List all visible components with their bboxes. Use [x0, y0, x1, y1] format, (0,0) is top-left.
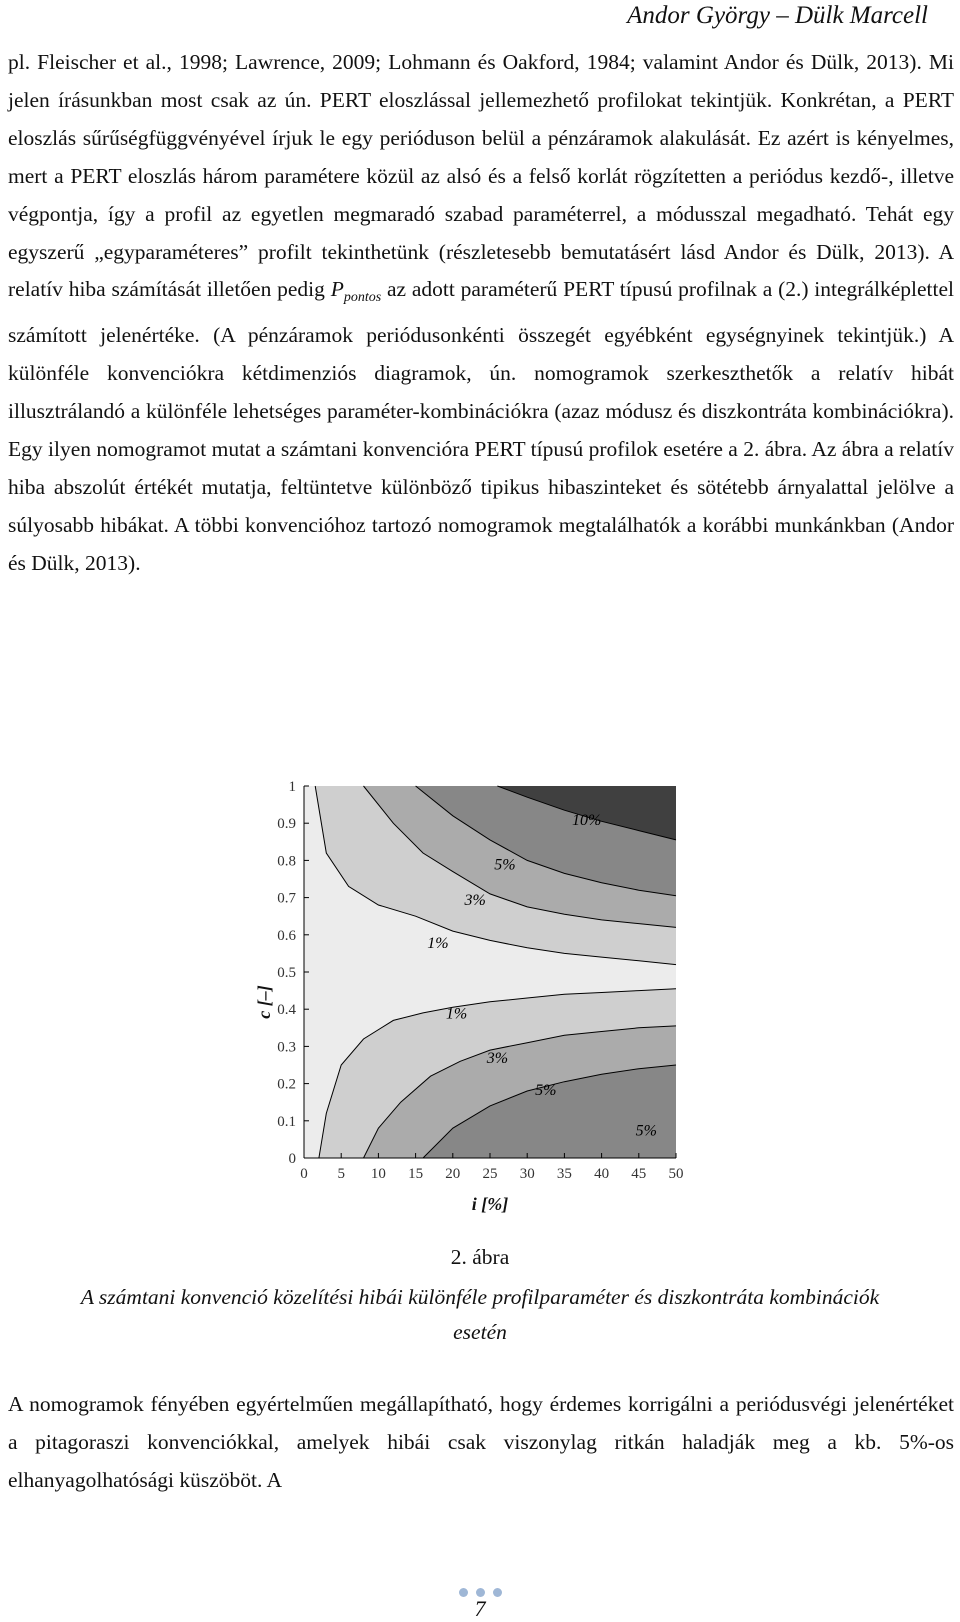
x-tick-label: 15 — [408, 1166, 424, 1182]
y-tick-label: 0.4 — [277, 1002, 296, 1019]
subscript-pontos: pontos — [343, 290, 382, 306]
y-axis-label: c [–] — [254, 985, 274, 1019]
x-tick-label: 30 — [519, 1166, 535, 1182]
symbol-p: P — [330, 277, 344, 302]
y-tick-label: 0.3 — [277, 1039, 296, 1056]
contour-label: 5% — [494, 856, 516, 874]
x-tick-label: 35 — [556, 1166, 572, 1182]
y-tick-label: 0.2 — [277, 1076, 296, 1093]
x-axis-label: i [%] — [471, 1194, 509, 1214]
y-tick-label: 0.5 — [277, 965, 296, 981]
body-paragraph-2: A nomogramok fényében egyértelműen megállapítható, hogy érdemes korrigálni a periódusvégi jelenértéket a pitagoraszi konvenciókkal, amelyek hibái csak viszonylag ritkán haladják meg a kb. 5%-os elhanyagolhatósági küszöböt. A — [8, 1392, 954, 1492]
contour-label: 1% — [427, 934, 449, 952]
contour-label: 3% — [464, 892, 486, 910]
contour-label: 5% — [535, 1081, 557, 1099]
x-tick-label: 5 — [337, 1166, 345, 1182]
x-tick-label: 40 — [594, 1166, 610, 1182]
nomogram-figure — [254, 779, 716, 1234]
y-tick-label: 0.8 — [277, 853, 296, 870]
y-tick-label: 0.9 — [277, 816, 296, 833]
figure-caption: A számtani konvenció közelítési hibái különféle profilparaméter és diszkontráta kombinációk esetén — [80, 1285, 880, 1344]
nomogram-chart — [254, 779, 716, 1234]
y-tick-label: 0.1 — [277, 1113, 296, 1130]
page-number: 7 — [474, 1596, 486, 1621]
figure-number: 2. ábra — [450, 1245, 510, 1269]
x-tick-label: 45 — [631, 1166, 647, 1182]
para1-text-b: az adott paraméterű PERT típusú profilnak a (2.) integrálképlettel számított jelenértéke. (A pénzáramok periódusonkénti összegét egyébként egységnyinek tekintjük.) A különféle konvenciókra kétdimenziós diagramok, ún. nomogramok szerkeszthetők a relatív hibát illusztrálandó a különféle lehetséges paraméter-kombinációkra (azaz módusz és diszkontráta kombinációkra). Egy ilyen nomogramot mutat a számtani konvencióra PERT típusú profilok esetére a 2. ábra. Az ábra a relatív hiba abszolút értékét mutatja, feltüntetve különböző tipikus hibaszinteket és sötétebb árnyalattal jelölve a súlyosabb hibákat. A többi konvencióhoz tartozó nomogramok megtalálhatók a korábbi munkánkban (Andor és Dülk, 2013). — [8, 277, 954, 575]
contour-label: 10% — [572, 812, 602, 830]
x-tick-label: 0 — [300, 1166, 308, 1182]
x-tick-label: 20 — [445, 1166, 461, 1182]
para1-text-a: pl. Fleischer et al., 1998; Lawrence, 2009; Lohmann és Oakford, 1984; valamint Andor és Dülk, 2013). Mi jelen írásunkban most csak az ún. PERT eloszlással jellemezhető profilokat tekintjük. Konkrétan, a PERT eloszlás sűrűségfüggvényével írjuk le egy perióduson belül a pénzáramok alakulását. Ez azért is kényelmes, mert a PERT eloszlás három paramétere közül az alsó és a felső korlát rögzítetten a periódus kezdő-, illetve végpontja, így a profil az egyetlen megmaradó szabad paraméterrel, a módusszal megadható. Tehát egy egyszerű „egyparaméteres” profilt tekinthetünk (részletesebb bemutatásért lásd Andor és Dülk, 2013). A relatív hiba számítását illetően pedig — [8, 50, 954, 302]
y-tick-label: 0 — [288, 1151, 296, 1167]
contour-label: 5% — [635, 1122, 657, 1140]
x-tick-label: 25 — [482, 1166, 498, 1182]
y-tick-label: 0.6 — [277, 927, 296, 944]
contour-label: 1% — [445, 1005, 468, 1023]
x-tick-label: 10 — [370, 1166, 386, 1182]
contour-label: 3% — [486, 1050, 509, 1068]
y-tick-label: 1 — [288, 779, 296, 795]
y-tick-label: 0.7 — [277, 890, 296, 907]
x-tick-label: 50 — [668, 1166, 684, 1182]
running-head: Andor György – Dülk Marcell — [627, 2, 928, 29]
body-paragraph-1 — [8, 44, 954, 583]
